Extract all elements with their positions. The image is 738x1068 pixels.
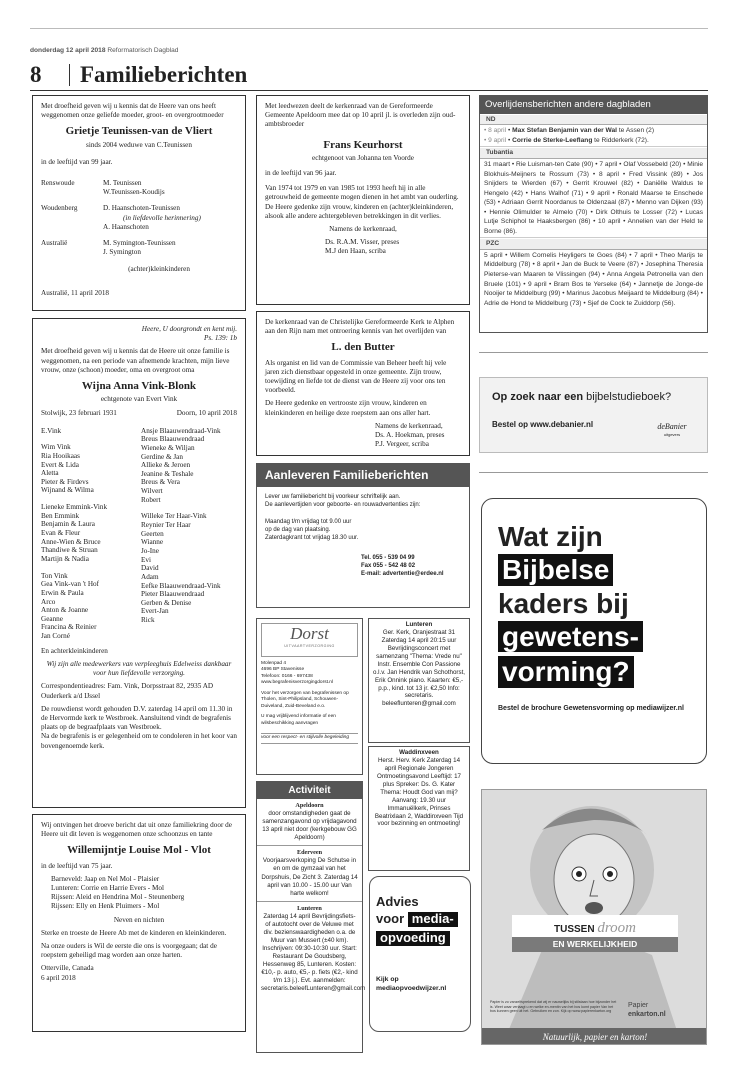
family-member: Pieter Blaauwendraad <box>141 590 205 599</box>
overlijdens-title: Overlijdensberichten andere dagbladen <box>480 96 707 114</box>
family-member: Breus & Vera <box>141 478 180 487</box>
dorst-slogan: voor een respect- en stijlvolle begeleiding <box>261 733 358 743</box>
family-member: Robert <box>141 495 161 504</box>
family-member: Jeanine & Teshale <box>141 469 194 478</box>
deceased-age: in de leeftijd van 99 jaar. <box>41 157 113 166</box>
concert-text: Herst. Herv. Kerk Zaterdag 14 april Regionale Jongeren Ontmoetingsavond Leeftijd: 17 plus Spreker: Ds. G. Kater Thema: Houdt God van mij? Aanvang: 19.30 uur Immanuëlkerk, Prinses Beatrixlaan 2, Waddinxveen Tijd voor bezinning en ontmoeting! <box>374 756 464 828</box>
dorst-text: Voor het verzorgen van begrafenissen op Tholen, Sint-Philipsland, Schouwen-Duiveland, Zuid-Beveland e.o. <box>261 690 349 709</box>
family-member: W.Teunissen-Koudijs <box>103 188 165 197</box>
phone: Tel. 055 - 539 04 99 <box>361 554 415 561</box>
dorst-text: U mag vrijblijvend informatie of een wilsbeschikking aanvragen <box>261 714 336 726</box>
family-member: Anton & Joanne <box>41 606 89 615</box>
concert-lunteren <box>368 618 470 743</box>
death-name: Corrie de Sterke-Leeflang <box>512 136 593 144</box>
aanleveren-box <box>256 463 470 608</box>
activiteit-box <box>256 781 366 1053</box>
family-member: Pieter & Firdevs <box>41 477 89 486</box>
aanleveren-text: Maandag t/m vrijdag tot 9.00 uur <box>265 518 352 525</box>
death-date: 8 april <box>488 127 507 135</box>
family-member: Wianne <box>141 538 164 547</box>
droom-t3: EN WERKELIJKHEID <box>512 937 678 952</box>
family-member: Wim Vink <box>41 443 71 452</box>
family-member: Thandiwe & Struan <box>41 546 98 555</box>
family-member <box>41 435 137 443</box>
family-member: Jan Corné <box>41 632 70 641</box>
family-member: Evi <box>141 555 151 564</box>
death-place: te Ridderkerk (72). <box>592 136 649 144</box>
nephews: Neven en nichten <box>113 915 165 924</box>
family-member: Gerben & Denise <box>141 598 192 607</box>
banier-logo <box>649 422 695 437</box>
family-member: Ria Hooikaas <box>41 451 80 460</box>
banier-logo-text: deBanier <box>657 422 687 431</box>
aanleveren-text: op de dag van plaatsing. <box>265 526 331 533</box>
family-place: Woudenberg <box>41 204 78 213</box>
signature-intro: Namens de kerkenraad, <box>375 421 443 430</box>
concert-place: Lunteren <box>405 621 433 628</box>
notice-place: Otterville, Canada <box>41 964 94 973</box>
dorst-address: 4696 BP Stavenisse <box>261 667 305 673</box>
aanleveren-text: Zaterdagkrant tot vrijdag 18.30 uur. <box>265 534 359 541</box>
dorst-address: Molenpad 4 <box>261 661 287 666</box>
family-member: Rick <box>141 616 155 625</box>
family-member <box>141 504 237 512</box>
family-member: Evert & Lida <box>41 460 79 469</box>
page-number: 8 <box>30 62 42 87</box>
family-member: E.Vink <box>41 426 62 435</box>
family-member: Reynier Ter Haar <box>141 521 191 530</box>
deceased-name: L. den Butter <box>331 341 395 354</box>
born: Stolwijk, 23 februari 1931 <box>41 409 117 418</box>
kaders-link[interactable]: Bestel de brochure Gewetensvorming op mediawijzer.nl <box>498 704 684 712</box>
family-member: Lieneke Emmink-Vink <box>41 503 108 512</box>
droom-t2: droom <box>597 920 636 936</box>
activity-text: Zaterdag 14 april Bevrijdingsfiets- of autotocht over de Veluwe met div. bezienswaardigheden o.a. de Muur van Mussert (±40 km). Inschrijven: 09:30-10:30 uur. Start: Restaurant De Goudsberg, Hessenweg 85, Lunteren. Kosten: €10,- p. auto, €5,- p. fiets (€2,- kind t/m 13 j.). Evt. aanmelden: secretaris.beleefLunteren@gmail.com <box>261 912 366 993</box>
family-member: Rijssen: Elly en Henk Pluimers - Mol <box>51 902 160 911</box>
family-member: David <box>141 564 159 573</box>
kaders-line: Bijbelse <box>498 554 613 585</box>
deceased-name: Wijna Anna Vink-Blonk <box>81 380 197 393</box>
deceased-name: Grietje Teunissen-van de Vliert <box>65 125 213 138</box>
deceased-sub: echtgenote van Evert Vink <box>100 395 178 404</box>
family-member: Evert-Jan <box>141 607 169 616</box>
death-place: te Assen (2) <box>617 127 655 135</box>
dorst-ad <box>256 618 363 775</box>
family-member: (in liefdevolle herinnering) <box>123 213 201 222</box>
droom-ad <box>481 789 707 1045</box>
paper-label-tubantia: Tubantia <box>480 148 707 159</box>
family-member: Francina & Reinier <box>41 623 97 632</box>
deceased-age: in de leeftijd van 96 jaar. <box>265 168 337 177</box>
family-member: Ben Emmink <box>41 511 80 520</box>
funeral-service: De rouwdienst wordt gehouden D.V. zaterdag 14 april om 11.30 in de Hervormde kerk te Westbroek. Aansluitend vindt de begrafenis plaats op de begraafplaats van Westbroek. <box>41 704 233 732</box>
family-place: Australië <box>41 239 68 248</box>
family-member: Benjamin & Laura <box>41 520 95 529</box>
verse: Heere, U doorgrondt en kent mij. <box>141 325 237 333</box>
advies-line: opvoeding <box>376 931 450 946</box>
signature-intro: Namens de kerkenraad, <box>329 225 397 234</box>
notice-intro: Met droefheid geven wij u kennis dat de Heere van ons heeft weggenomen onze geliefde moeder, groot- en overgrootmoeder <box>41 102 224 120</box>
deceased-sub: echtgenoot van Johanna ten Voorde <box>312 153 414 162</box>
concert-text: Ger. Kerk, Oranjestraat 31 Zaterdag 14 april 20:15 uur Bevrijdingsconcert met samenzang "Thema: Vrede nu" Instr. Ensemble Con Passione o.l.v. Jan Hendrik van Schothorst, Erik Onnink piano. Kaarten: €5,- p.p., kind. tot 13 jr. €2,50 Info: secretaris. beleeflunteren@gmail.com <box>372 628 466 708</box>
death-date: 9 april <box>488 136 507 144</box>
notice-footer: Australië, 11 april 2018 <box>41 288 110 297</box>
family-member: Wijnand & Wilma <box>41 486 94 495</box>
family-member: D. Haanschoten-Teunissen <box>103 204 180 213</box>
family-place: Renswoude <box>41 178 75 187</box>
deceased-sub: sinds 2004 weduwe van C.Teunissen <box>86 140 192 149</box>
family-member: Adam <box>141 572 159 581</box>
family-member: J. Symington <box>103 248 141 257</box>
droom-t1: TUSSEN <box>554 924 598 935</box>
aanleveren-text: De aanlevertijden voor geboorte- en rouwadvertenties zijn: <box>265 502 421 509</box>
signatory: P.J. Vergeer, scriba <box>375 440 429 449</box>
banier-question-2: bijbelstudieboek? <box>586 391 672 403</box>
notice-date: 6 april 2018 <box>41 973 76 982</box>
signatory: Ds. R.A.M. Visser, preses <box>325 238 400 247</box>
paper-label-pzc: PZC <box>480 239 707 250</box>
family-member: Martijn & Nadia <box>41 554 89 563</box>
banier-ad <box>479 377 708 453</box>
kaders-ad <box>481 498 707 764</box>
family-member: Aletta <box>41 469 59 478</box>
verse-ref: Ps. 139: 1b <box>204 334 237 343</box>
banier-question: Op zoek naar een <box>492 391 587 403</box>
kaders-line: Wat zijn <box>498 521 603 552</box>
correspondence-address: Correspondentieadres: Fam. Vink, Dorpsstraat 82, 2935 AD Ouderkerk a/d IJssel <box>41 682 214 700</box>
grandchildren: (achter)kleinkinderen <box>128 265 190 274</box>
activity-place: Ederveen <box>296 849 323 857</box>
family-member: Arco <box>41 597 56 606</box>
activiteit-title: Activiteit <box>257 782 362 799</box>
family-member: Willeke Ter Haar-Vink <box>141 512 207 521</box>
email-link[interactable]: E-mail: advertentie@erdee.nl <box>361 571 444 578</box>
family-member: M. Symington-Teunissen <box>103 239 176 248</box>
family-member: Wilvert <box>141 487 163 496</box>
family-member: Barneveld: Jaap en Nel Mol - Plaisier <box>51 874 160 883</box>
family-member: Anne-Wien & Bruce <box>41 537 101 546</box>
notice-vink-blonk <box>32 318 246 808</box>
notice-den-butter <box>256 311 470 456</box>
notice-teunissen <box>32 95 246 311</box>
advies-line: Advies <box>376 894 419 909</box>
aanleveren-text: Lever uw familiebericht bij voorkeur schriftelijk aan. <box>265 494 401 501</box>
droom-logo <box>628 1002 700 1020</box>
activity-place: Apeldoorn <box>295 802 324 809</box>
header-date: donderdag 12 april 2018 <box>30 47 106 54</box>
activity-text: Voorjaarsverkoping De Schutse in en om de gymzaal van het Dorpshuis, De Zicht 3. Zaterdag 14 april van 10.00 - 15.00 uur Van harte welkom! <box>261 857 358 897</box>
family-member: Ton Vink <box>41 571 68 580</box>
family-member: Gerdine & Jan <box>141 452 183 461</box>
family-member: Eefke Blaauwendraad-Vink <box>141 581 221 590</box>
pzc-list: 5 april • Willem Cornelis Heyligers te Goes (84) • 7 april • Theo Marijs te Middelburg (78) • 8 april • Jan de Buck te Veere (87) • Josephina Theresia Pieterse-van Maaren te Vlissingen (94) • Anna Angela Petronella van den Bruele (101) • 9 april • Bram Bos te Yerseke (64) • Jannetje de Jonge-de Nooijer te Middelburg (99) • Marinus Jacobus Meijaard te Middelburg (84) • Adrie de Hond te Middelburg (73) • Sjef de Cock te Zuiddorp (56). <box>484 251 703 307</box>
family-member: Geerten <box>141 529 164 538</box>
banier-link[interactable]: Bestel op www.debanier.nl <box>492 420 594 430</box>
notice-intro: Met leedwezen deelt de kerkenraad van de Gereformeerde Gemeente Apeldoorn mee dat op 10 april jl. is overleden zijn oud-ambtsbroeder <box>265 102 456 129</box>
grandchildren: En achterkleinkinderen <box>41 646 108 655</box>
family-member: Rijssen: Aleid en Hendrina Mol - Steunenberg <box>51 893 185 902</box>
droom-logo-2: enkarton.nl <box>628 1010 666 1018</box>
notice-text: De Heere gedenke en vertrooste zijn vrouw, kinderen en kleinkinderen en heilige deze roepstem aan ons aller hart. <box>265 399 431 417</box>
family-member: M. Teunissen <box>103 178 142 187</box>
condolence: Na de begrafenis is er gelegenheid om te condoleren in het koor van bovengenoemde kerk. <box>41 732 237 750</box>
family-member: Gea Vink-van 't Hof <box>41 580 100 589</box>
droom-small-text: Papier is zo vanzelfsprekend dat wij er nauwelijks bij stilstaan hoe bijzonder het is. Weet waar verlaagt u en welke en-mentin van het bos komt papier Van het bos kunnen geen uit het. Gebruiken en zon. Kijk op www.papierenkarton.org <box>490 1000 617 1014</box>
paper-label-nd: ND <box>480 115 707 126</box>
advies-ad <box>369 876 471 1032</box>
notice-text: Na onze ouders is Wil de eerste die ons is voorgegaan; dat de roepstem geheiligd mag worden aan onze harten. <box>41 942 217 960</box>
droom-slogan: Natuurlijk, papier en karton! <box>482 1028 707 1045</box>
concert-waddinxveen <box>368 746 470 871</box>
notice-text: Als organist en lid van de Commissie van Beheer heeft hij vele jaren zich dienstbaar opgesteld in onze gemeente. Zijn trouw, toewijding en liefde tot de dienst van de Heere zij voor ons ten voorbeeld. <box>265 358 447 395</box>
dorst-website[interactable]: www.begrafenisverzorgingdorst.nl <box>261 680 333 686</box>
family-member: Ansje Blaauwendraad-Vink <box>141 426 221 435</box>
family-member <box>41 564 137 572</box>
fax: Fax 055 - 542 48 02 <box>361 562 416 569</box>
family-member: Wieneke & Wiljan <box>141 443 195 452</box>
family-member: Allieke & Jeroen <box>141 461 191 470</box>
page-title: Familieberichten <box>80 62 248 87</box>
notice-intro: De kerkenraad van de Christelijke Gereformeerde Kerk te Alphen aan den Rijn nam met ontroering kennis van het overlijden van <box>265 318 455 336</box>
tubantia-list: 31 maart • Rie Luisman-ten Cate (90) • 7 april • Olaf Vossebeld (20) • Minie Blokhuis-Meijners te Rossum (73) • 8 april • Fred Vissink (89) • Jos Snijders te Wierden (67) • Gerrit Krouwel (82) • Daniëlle Waldus te Hengelo (42) • Hans Walhof (71) • 9 april • Ronald Maarse te Enschede (53) • Adriaan Gerrit Noordanus te Oldenzaal (87) • Menno van Dijken (93) • Hennie Olimulder te Almelo (70) • Dirk Olthuis te Losser (72) • Lucas Lutje Schiphol te Haaksbergen (86) • 10 april • Annelien van der Held te Borne (86). <box>480 159 707 238</box>
family-member: Erwin & Paula <box>41 588 84 597</box>
kaders-line: kaders bij <box>498 587 629 619</box>
family-col-2 <box>141 427 237 641</box>
header-dateline <box>30 47 178 55</box>
droom-logo-1: Papier <box>628 1002 649 1009</box>
header-paper: Reformatorisch Dagblad <box>107 47 179 54</box>
aanleveren-title: Aanleveren Familieberichten <box>257 464 469 487</box>
died: Doorn, 10 april 2018 <box>176 409 237 418</box>
notice-mol-vlot <box>32 814 246 1032</box>
family-member: A. Haanschoten <box>103 222 149 231</box>
signatory: M.J den Haan, scriba <box>325 247 386 256</box>
family-member: Jo-Ine <box>141 546 159 555</box>
overlijdens-box <box>479 95 708 333</box>
dorst-phone: Telefoon: 0166 - 697438 <box>261 673 313 679</box>
signatory: Ds. A. Hoekman, preses <box>375 431 445 440</box>
family-member <box>41 495 137 503</box>
deceased-name: Frans Keurhorst <box>323 138 403 151</box>
notice-intro: Met droefheid geven wij u kennis dat de Heere uit onze familie is weggenomen, na een periode van afnemende krachten, mijn lieve vrouw, onze (schoon) moeder, oma en overgroot oma <box>41 347 230 374</box>
family-col-1 <box>41 427 137 641</box>
notice-text: Sterke en troeste de Heere Ab met de kinderen en kleinkinderen. <box>41 928 227 937</box>
dorst-logo: Dorst <box>290 624 329 643</box>
family-member: Lunteren: Corrie en Harrie Evers - Mol <box>51 883 164 892</box>
family-member: Breus Blaauwendraad <box>141 435 205 444</box>
activity-place: Lunteren <box>297 904 322 912</box>
kaders-line: vorming? <box>498 656 634 687</box>
deceased-age: in de leeftijd van 75 jaar. <box>41 861 113 870</box>
advies-line: voor <box>376 910 405 926</box>
advies-link[interactable]: Kijk op mediaopvoedwijzer.nl <box>376 975 447 992</box>
notice-intro: Wij ontvingen het droeve bericht dat uit onze familiekring door de Heere uit dit leven is weggenomen onze schoonzus en tante <box>41 821 232 839</box>
nd-list: • 8 april • Max Stefan Benjamin van der Wal te Assen (2) • 9 april • Corrie de Sterke-Leeflang te Ridderkerk (72). <box>480 125 707 147</box>
advies-line: media- <box>408 912 458 927</box>
activity-text: door omstandigheden gaat de samenzangavond op vrijdagavond 13 april niet door (kerkgebouw GG Apeldoorn) <box>262 810 357 842</box>
family-member: Geanne <box>41 614 63 623</box>
notice-keurhorst <box>256 95 470 305</box>
concert-place: Waddinxveen <box>399 749 439 756</box>
deceased-name: Willemijntje Louise Mol - Vlot <box>67 844 211 857</box>
dorst-tagline: UITVAARTVERZORGING <box>284 644 335 648</box>
kaders-line: gewetens- <box>498 621 643 652</box>
banier-logo-sub: uitgevers <box>663 432 681 438</box>
family-member: Evan & Fleur <box>41 529 81 538</box>
notice-text: Van 1974 tot 1979 en van 1985 tot 1993 heeft hij in alle getrouwheid de gemeente mogen dienen in het ambt van ouderling. De Heere gedenke zijn vrouw, kinderen en (achter)kleinkinderen, alsook alle andere achtergebleven betrekkingen in dit verlies. <box>265 184 459 220</box>
thanks: Wij zijn alle medewerkers van verpleeghuis Edelweiss dankbaar voor hun liefdevolle verzorging. <box>46 659 232 678</box>
death-name: Max Stefan Benjamin van der Wal <box>512 127 618 135</box>
